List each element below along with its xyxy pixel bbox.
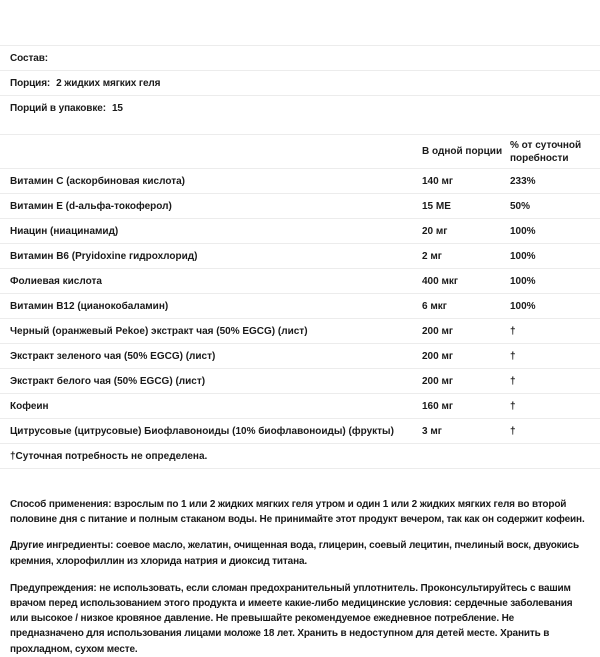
table-row (0, 269, 600, 294)
table-row (0, 319, 600, 344)
nutrient-percent-daily-value: 100% (510, 300, 536, 312)
table-row (0, 369, 600, 394)
nutrient-amount: 200 мг (422, 350, 454, 362)
nutrient-name: Цитрусовые (цитрусовые) Биофлавоноиды (10% биофлавоноиды) (фрукты) (10, 425, 394, 437)
column-header-amount-per-serving: В одной порции (422, 146, 503, 157)
daily-value-footnote: †Суточная потребность не определена. (10, 450, 208, 462)
nutrient-name: Витамин C (аскорбиновая кислота) (10, 175, 185, 187)
section-spacer (0, 120, 600, 134)
nutrient-name: Витамин E (d-альфа-токоферол) (10, 200, 172, 212)
nutrient-name: Экстракт зеленого чая (50% EGCG) (лист) (10, 350, 216, 362)
table-row (0, 344, 600, 369)
nutrient-amount: 6 мкг (422, 300, 447, 312)
nutrition-table-body (0, 169, 600, 444)
nutrient-percent-daily-value: 100% (510, 225, 536, 237)
serving-size-row (0, 70, 600, 95)
nutrient-percent-daily-value: † (510, 350, 516, 362)
nutrient-name: Черный (оранжевый Pekoe) экстракт чая (50% EGCG) (лист) (10, 325, 308, 337)
table-row (0, 419, 600, 444)
nutrient-amount: 200 мг (422, 375, 454, 387)
nutrient-percent-daily-value: † (510, 325, 516, 337)
nutrient-amount: 3 мг (422, 425, 442, 437)
warnings-paragraph: Предупреждения: не использовать, если сломан предохранительный уплотнитель. Проконсультируйтесь с вашим врачом перед использованием этого продукта и имеете какие-либо медицинские условия: сердечные заболевания или высокое / низкое кровяное давление. Не превышайте рекомендуемое ежедневное потребление. Не предназначено для использования лицами моложе 18 лет. Хранить в недоступном для детей месте. Хранить в прохладном, сухом месте. (10, 582, 573, 655)
supplement-facts-title: Состав: (10, 52, 48, 64)
nutrient-amount: 2 мг (422, 250, 442, 262)
nutrient-name: Кофеин (10, 400, 49, 412)
serving-size-label: Порция: (10, 77, 51, 89)
label-text-sections (0, 469, 600, 657)
nutrient-name: Витамин B6 (Pryidoxine гидрохлорид) (10, 250, 198, 262)
servings-per-container-label: Порций в упаковке: (10, 102, 106, 114)
serving-size-value: 2 жидких мягких геля (56, 77, 161, 89)
nutrient-percent-daily-value: † (510, 425, 516, 437)
directions-paragraph: Способ применения: взрослым по 1 или 2 жидких мягких геля утром и один 1 или 2 жидких мягких геля во второй половине дня с питание и полным стаканом воды. Не принимайте этот продукт вечером, так как он содержит кофеин. (10, 499, 585, 526)
nutrition-table-header (0, 134, 600, 169)
other-ingredients-paragraph: Другие ингредиенты: соевое масло, желатин, очищенная вода, глицерин, соевый лецитин, пчелиный воск, двуокись кремния, хлорофиллин из хлорида натрия и диоксид титана. (10, 540, 579, 567)
servings-per-container-value: 15 (111, 102, 123, 114)
supplement-facts-title-row (0, 45, 600, 70)
nutrient-percent-daily-value: † (510, 375, 516, 387)
nutrient-amount: 140 мг (422, 175, 454, 187)
nutrient-amount: 20 мг (422, 225, 448, 237)
nutrient-amount: 400 мкг (422, 275, 459, 287)
table-row (0, 219, 600, 244)
nutrient-amount: 15 МЕ (422, 200, 451, 212)
nutrient-name: Экстракт белого чая (50% EGCG) (лист) (10, 375, 206, 387)
nutrient-amount: 160 мг (422, 400, 454, 412)
table-row (0, 294, 600, 319)
nutrient-percent-daily-value: 100% (510, 250, 536, 262)
nutrient-name: Витамин B12 (цианокобаламин) (10, 300, 169, 312)
daily-value-footnote-row (0, 444, 600, 469)
table-row (0, 244, 600, 269)
nutrient-percent-daily-value: 50% (510, 200, 531, 212)
nutrient-percent-daily-value: 100% (510, 275, 536, 287)
nutrient-percent-daily-value: 233% (510, 175, 536, 187)
nutrient-percent-daily-value: † (510, 400, 516, 412)
table-row (0, 169, 600, 194)
servings-per-container-row (0, 95, 600, 120)
nutrient-name: Фолиевая кислота (10, 275, 102, 287)
table-row (0, 394, 600, 419)
nutrient-amount: 200 мг (422, 325, 454, 337)
table-row (0, 194, 600, 219)
nutrient-name: Ниацин (ниацинамид) (10, 225, 119, 237)
column-header-percent-daily-value: % от суточной поребности (510, 140, 582, 164)
